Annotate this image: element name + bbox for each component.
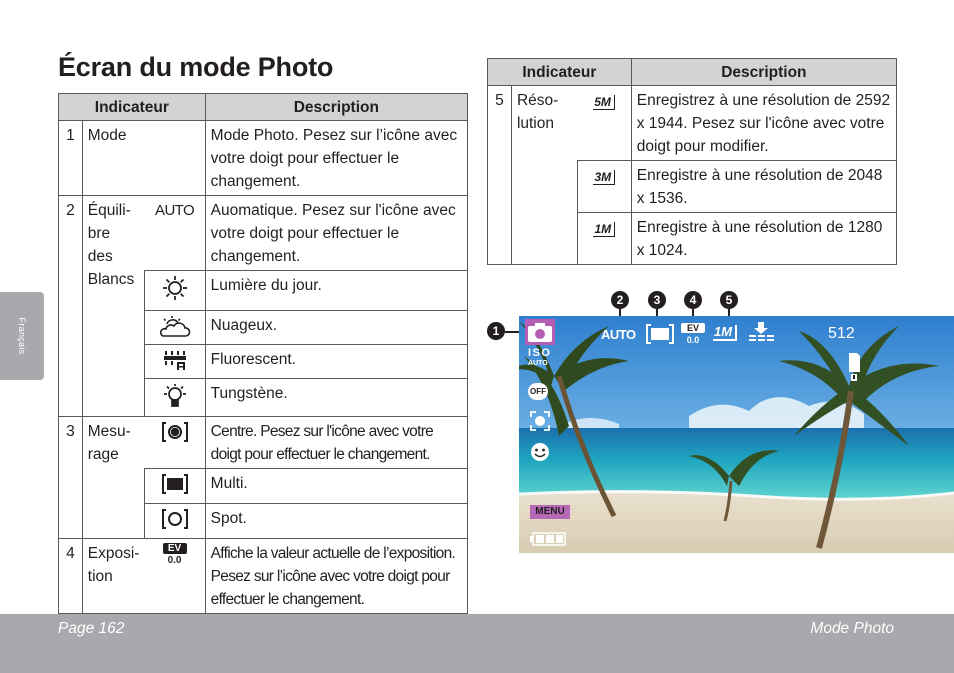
ev-indicator	[681, 323, 705, 345]
indicator-table-left	[58, 93, 468, 614]
ev-icon-value: 0.0	[167, 555, 182, 566]
ev-icon-cell	[144, 539, 205, 614]
fluorescent-icon-cell	[144, 345, 205, 379]
header-description: Description	[205, 94, 467, 121]
camera-screen	[519, 316, 954, 553]
multi-metering-indicator-icon	[645, 324, 675, 344]
flash-off-label: OFF	[530, 387, 546, 396]
page-footer	[0, 614, 954, 673]
resolution-indicator	[713, 325, 737, 341]
indicator-description: Mode Photo. Pesez sur l’icône avec votre doigt pour effectuer le changement.	[205, 121, 467, 196]
center-metering-icon	[160, 421, 190, 443]
indicator-description: Auomatique. Pesez sur l'icône avec votre doigt pour effectuer le changement.	[205, 196, 467, 271]
indicator-name: Exposi-tion	[82, 539, 144, 614]
ev-icon-label: EV	[163, 543, 187, 554]
callout-3: 3	[648, 291, 666, 309]
fluorescent-icon	[162, 349, 188, 371]
language-tab-label: Français	[17, 317, 27, 355]
indicator-name: Mesu-rage	[82, 417, 144, 539]
indicator-description: Lumière du jour.	[205, 271, 467, 311]
indicator-description: Fluorescent.	[205, 345, 467, 379]
cloud-icon-cell	[144, 311, 205, 345]
resolution-3m-icon	[593, 170, 615, 185]
row-number: 3	[59, 417, 83, 539]
row-number: 4	[59, 539, 83, 614]
row-number: 5	[488, 86, 512, 265]
resolution-5m-icon-label: 5M	[594, 95, 611, 109]
multi-metering-icon-cell	[144, 469, 205, 504]
indicator-table-right	[487, 58, 897, 265]
header-indicator: Indicateur	[59, 94, 206, 121]
sun-icon-cell	[144, 271, 205, 311]
ev-indicator-label: EV	[681, 323, 705, 333]
spot-metering-icon-cell	[144, 504, 205, 539]
sun-icon	[162, 275, 188, 301]
center-metering-icon-cell	[144, 417, 205, 469]
header-description: Description	[631, 59, 896, 86]
wb-auto-label: AUTO	[144, 196, 205, 271]
quality-icon	[747, 322, 775, 342]
iso-label: ISO	[528, 347, 552, 359]
cloud-icon	[159, 315, 191, 339]
indicator-description: Enregistrez à une résolution de 2592 x 1944. Pesez sur l'icône avec votre doigt pour modifier.	[631, 86, 896, 161]
flash-off-icon	[528, 383, 548, 400]
spot-metering-icon	[160, 508, 190, 530]
battery-icon	[530, 532, 566, 546]
resolution-5m-icon	[593, 95, 615, 110]
resolution-indicator-label: 1M	[714, 324, 733, 339]
tungsten-icon-cell	[144, 379, 205, 417]
ev-icon	[163, 543, 187, 566]
table-header-row	[59, 94, 468, 121]
resolution-5m-icon-cell	[577, 86, 631, 161]
table-row	[59, 417, 468, 469]
sd-card-icon	[847, 352, 861, 382]
smile-icon	[529, 442, 551, 462]
indicator-description: Enregistre à une résolution de 2048 x 1536.	[631, 161, 896, 213]
table-row	[59, 196, 468, 271]
page-title: Écran du mode Photo	[58, 52, 334, 82]
tungsten-icon	[162, 383, 188, 411]
indicator-name: Mode	[82, 121, 205, 196]
indicator-name: Réso-lution	[511, 86, 577, 265]
page-number: Page 162	[58, 620, 125, 637]
face-frame-icon	[530, 411, 550, 431]
indicator-description: Enregistre à une résolution de 1280 x 1024.	[631, 213, 896, 265]
camera-mode-icon	[525, 319, 555, 345]
iso-value: AUTO	[528, 360, 548, 367]
resolution-3m-icon-label: 3M	[594, 170, 612, 184]
indicator-description: Nuageux.	[205, 311, 467, 345]
table-header-row	[488, 59, 897, 86]
callout-5: 5	[720, 291, 738, 309]
header-indicator: Indicateur	[488, 59, 632, 86]
shots-remaining: 512	[828, 325, 855, 342]
resolution-1m-icon-cell	[577, 213, 631, 265]
callout-4: 4	[684, 291, 702, 309]
resolution-1m-icon	[593, 222, 615, 237]
beach-photo	[519, 316, 954, 553]
indicator-description: Spot.	[205, 504, 467, 539]
indicator-description: Affiche la valeur actuelle de l’exposition. Pesez sur l’icône avec votre doigt pour effectuer le changement.	[205, 539, 467, 614]
callout-1: 1	[487, 322, 505, 340]
wb-auto-indicator: AUTO	[601, 327, 636, 342]
section-name: Mode Photo	[810, 620, 894, 637]
table-row	[59, 121, 468, 196]
indicator-description: Centre. Pesez sur l'icône avec votre doigt pour effectuer le changement.	[205, 417, 467, 469]
multi-metering-icon	[160, 473, 190, 495]
language-tab	[0, 292, 44, 380]
menu-button[interactable]: MENU	[530, 505, 570, 519]
indicator-name: Équili-bre des Blancs	[82, 196, 144, 417]
row-number: 2	[59, 196, 83, 417]
indicator-description: Multi.	[205, 469, 467, 504]
row-number: 1	[59, 121, 83, 196]
indicator-description: Tungstène.	[205, 379, 467, 417]
callout-2: 2	[611, 291, 629, 309]
resolution-3m-icon-cell	[577, 161, 631, 213]
table-row	[59, 539, 468, 614]
resolution-1m-icon-label: 1M	[594, 222, 612, 236]
ev-indicator-value: 0.0	[686, 335, 700, 345]
table-row	[488, 86, 897, 161]
